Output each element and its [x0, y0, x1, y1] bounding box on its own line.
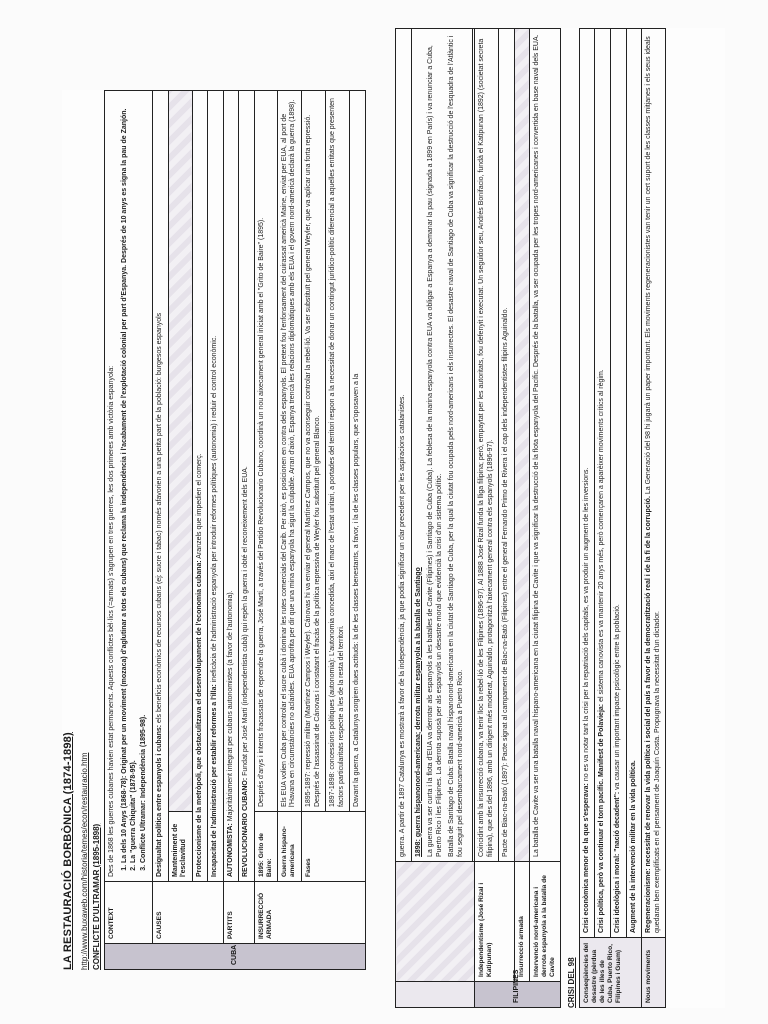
crisi-row	[579, 29, 595, 1008]
causes-row	[208, 91, 224, 970]
crisi-row-title: Augment de la intervenció militar en la vida política.	[629, 760, 637, 933]
blank-cell	[168, 91, 192, 812]
context-item: 2. La "guerra Chiquita" (1878-95).	[130, 95, 139, 863]
cause-title: Incapacitat de l'administració per establir reformes a l'illa:	[211, 684, 219, 877]
crisi-row	[610, 29, 626, 1008]
crisi-cell	[579, 29, 595, 938]
battle-title: 1898: guerra hispanonord-americana; derrota militar espanyola a la batalla de Santiago	[414, 567, 422, 857]
context-item: 3. Conflicte Ultramar: Independència (1895-98).	[140, 95, 149, 863]
crisi-cell	[595, 29, 611, 938]
battle-santiago-text: Batalla de Santiago de Cuba: Batalla naval hispanonord-americana en la ciutat de Santiago de Cuba, per la qual la ciutat fou ocupada pels nord-americans i els insurrectes. El desastre naval de Santiago de Cuba va significar la destrucció de l'esquadra de l'Atlàntic i fou seguit pel desembarcament nord-americà a Puerto Rico.	[448, 35, 464, 857]
document-title: LA RESTAURACIÓ BORBÒNICA (1874-1898)	[62, 732, 74, 970]
cause-text: Aranzels que impedien el comerç.	[195, 453, 203, 559]
continuation-cell	[411, 29, 473, 862]
partit-title: REVOLUCIONARIO CUBANO:	[242, 777, 250, 877]
insurreccio-row	[301, 91, 325, 970]
battle-text: La guerra va ser curta i la flota d'EUA va derrotar als espanyols a les batalles de Cavite (Filipines) i Santiago de Cuba (Cuba). La feblesa de la marina espanyola contra EUA va obligar a Espanya a demanar la pau (signada a 1899 en París) i va renunciar a Cuba, Puerto Rico i les Filipines. La derrota suposà per als espanyols un desastre moral que evidencià la crisi d'un sistema polític.	[427, 45, 443, 857]
crisi-row-title: Regeneracionisme: necessitat de renovar la vida política i social del país a favor de la democratització real i de la fi de la corrupció.	[645, 496, 653, 933]
filipines-row	[499, 29, 515, 1008]
continuation-row	[411, 29, 473, 1008]
crisi-row-title: Crisi econòmica menor de la que s'esperava:	[582, 783, 590, 933]
cause-title: Desigualtat política entre espanyols i cubans:	[156, 724, 164, 877]
partits-row	[239, 91, 255, 970]
cuba-label: CUBA	[105, 944, 366, 970]
context-intro: Des de 1868 les guerres cubanes havien estat permanents. Aquests conflictes bèl·lics (=armats) s'agrupen en tres guerres, les dos primeres amb victòria espanyola:	[108, 365, 115, 877]
context-item: 1. La dels 10 Anys (1868-78): Originat per un moviment (mozaca) d'aglutinar a tots els cubans) que reclama la independència i l'acabament de l'explotació colonial per part d'Espanya. Després de 10 anys es signa la pau de Zanjón.	[121, 95, 130, 863]
filipines-sub: Independentisme (José Rizal i Katipunan)	[475, 862, 515, 982]
partit-cell	[239, 91, 255, 882]
continuation-table	[395, 28, 561, 1008]
phase-text: 1897-1898: concessions polítiques (autonomia): L'autonomia concedida, així el marc de l'estat unitari, a portades del territori respon a la necessitat de donar un contingut jurídico-polític diferencial a aquelles entitats que presenten factors particularitats respecte a les de la resta del territori.	[326, 91, 350, 812]
causes-row	[153, 91, 169, 970]
insurreccio-label: INSURRECCIÓ ARMADA	[254, 882, 365, 944]
partit-title: AUTONOMISTA:	[226, 823, 234, 877]
filipines-sub: Insurrecció armada	[514, 862, 529, 982]
right-page	[395, 28, 725, 1008]
crisi-title: CRISI DEL 98	[566, 957, 576, 1008]
insurreccio-row	[254, 91, 277, 970]
context-row	[105, 91, 153, 970]
crisi-row	[595, 29, 611, 1008]
context-list	[121, 95, 149, 863]
partit-cell	[223, 91, 239, 882]
causes-label: CAUSES	[153, 882, 224, 944]
cuba-table	[104, 90, 366, 970]
filipines-text: Pacte de Biac-na-Bató (1897): Pacte signat al campament de Biac-na-Bató (Filipines) entre el general Fernando Primo de Rivera i el cap dels independentistes filipins Aguinaldo.	[499, 29, 515, 862]
phase-label: 1895: Grito de Baire:	[254, 812, 277, 882]
context-label: CONTEXT	[105, 882, 153, 944]
causes-row	[192, 91, 208, 970]
insurreccio-row	[277, 91, 301, 970]
partits-row	[223, 91, 239, 970]
crisi-cell	[610, 29, 626, 938]
continuation-text: guerra. A partir de 1897 Catalunya es mostrarà a favor de la independència, ja que podia significar un clar precedent per les aspiracions catalanistes.	[396, 29, 412, 862]
crisi-row-title: Crisi ideològica i moral: "nació decadent":	[613, 791, 621, 933]
phase-label: Guerra hispano-americana	[277, 812, 301, 882]
crisi-row-title: Crisi política, però va continuar el torn pacífic. Manifest de Polavieja:	[598, 703, 606, 933]
crisi-row	[626, 29, 642, 1008]
cause-text: els beneficis econòmics de recursos cubans (ej: sucre i tabac) només afavorien a una petita part de la població: burgesos espanyols	[156, 312, 164, 723]
filipines-row	[514, 29, 529, 1008]
crisi-table	[579, 28, 666, 1008]
filipines-sub: Intervenció nord-americana i derrota espanyola a la batalla de Cavite	[529, 862, 560, 982]
phase-text: 1895-1897: repressió militar (Martínez Campos i Weyler). Cánovas hi va enviar el general Martínez Campos, que no va aconseguir controlar la rebel·lió. Va ser substituït pel general Weyler, que va aplicar una forta repressió. Després de l'assassinat de Cánovas i constatant el fracàs de la política repressiva de Weyler fou substituït pel general Blanco.	[301, 91, 325, 812]
crisi-sub: Conseqüències del desastre (pèrdua de les illes de Cuba, Puerto Rico, Filipines i Guam)	[579, 938, 641, 1008]
crisi-row-text: va causar un important impacte psicològic entre la població.	[613, 604, 621, 790]
filipines-row	[529, 29, 560, 1008]
phase-text: Davant la guerra, a Catalunya sorgiren dues actituds: la de les classes benestants, a favor, i la de les classes populars, que s'oposaven a la	[350, 91, 366, 812]
continuation-row	[396, 29, 412, 1008]
cause-cell	[192, 91, 208, 882]
filipines-text: La batalla de Cavite va ser una batalla naval hispano-americana en la ciutat filipina de Cavite i que va significar la destrucció de la flota espanyola del Pacífic. Després de la batalla, va ser ocupada per les tropes nord-americanes i convertida en base naval dels EUA.	[529, 29, 560, 862]
phase-text: Els EUA volien Cuba per controlar el sucre cubà i dominar les rutes comercials del Carib. Per això, es posicionen en contra dels espanyols. El pretext fou l'enfonsament del cuirassat americà Maine, enviat per EUA, al port de l'Havana en circumstàncies no aclarides. EUA aprofita per dir que una mina espanyola ha sigut la culpable. Arran d'això, Espanya trencà les relacions diplomàtiques amb els EUA i el govern nord-americà declarà la guerra (1898).	[277, 91, 301, 812]
cause-cell	[168, 812, 192, 882]
partit-text: Majoritàriament integrat per cubans autonomistes (a favor de l'autonomia).	[226, 590, 234, 822]
blank-cell	[396, 862, 475, 982]
partits-label: PARTITS	[223, 882, 254, 944]
filipines-row	[475, 29, 499, 1008]
left-page	[62, 90, 362, 970]
cause-cell	[208, 91, 224, 882]
blank-cell	[396, 982, 475, 1008]
phase-text: Després d'anys i intents fracassats de reprendre la guerra, José Martí, a través del Partido Revolucionario Cubano, coordinà un nou aixecament general iniciat amb el "Grito de Baire" (1895).	[254, 91, 277, 812]
crisi-cell	[642, 29, 666, 938]
crisi-row	[642, 29, 666, 1008]
filipines-label: FILIPINES	[475, 982, 561, 1008]
source-link[interactable]: http://www.buxaweb.com/historia/temes/econ/restauracio.htm	[80, 752, 89, 970]
cause-text: ineficàcia de l'administració espanyola per introduir reformes polítiques (autonomia) i reduir el control econòmic.	[211, 335, 219, 683]
cause-cell	[153, 91, 169, 882]
blank-cell	[514, 29, 529, 862]
phase-label: Fases	[301, 812, 365, 882]
crisi-sub: Nous moviments	[642, 938, 666, 1008]
partit-text: Fundat per José Martí (independentista cubà) qui repèn la guerra i obté el reconeixement dels EUA.	[242, 466, 250, 776]
context-cell	[105, 91, 153, 882]
crisi-row-text: el sistema canovista es va mantenir 20 anys més, però començaren a aparèixer moviments crítics al règim.	[598, 369, 606, 702]
filipines-text: Coincidint amb la insurrecció cubana, va tenir lloc la rebel·lió de les Filipines (1896-97). Al 1888 José Rizal funda la lliga filipina; però, empaytat per les autoritats, fou defenyit i executat. Un seguidor seu, Andrés Bonifacio, fundà el Katipunan (1892) (societat secreta filipina), que des del 1896, amb un dirigent més moderat, Aguinaldo, protagonitzà l'aixecament general contra els espanyols (1896-97).	[475, 29, 499, 862]
cause-title: Manteniment de l'esclavitud	[171, 823, 188, 877]
section-title: CONFLICTE D'ULTRAMAR (1895-1898)	[92, 823, 101, 970]
causes-row	[168, 91, 192, 970]
crisi-row-text: La Generació del 98 hi jugarà un paper important. Els moviments regeneracionistes van tenir un cert suport de les classes mitjanes i els seus ideals quedaran ben exemplificats en el pensament de Joaquín Costa. Propugnava la necessitat d'un dictador.	[645, 36, 661, 933]
crisi-cell	[626, 29, 642, 938]
cause-title: Proteccionisme de la metròpoli, que obstaculitzava el desenvolupament de l'economia cubana:	[195, 560, 203, 877]
crisi-row-text: no es va notar tant la crisi per la repatriació dels capitals, es va produir un augment de les inversions.	[582, 467, 590, 782]
